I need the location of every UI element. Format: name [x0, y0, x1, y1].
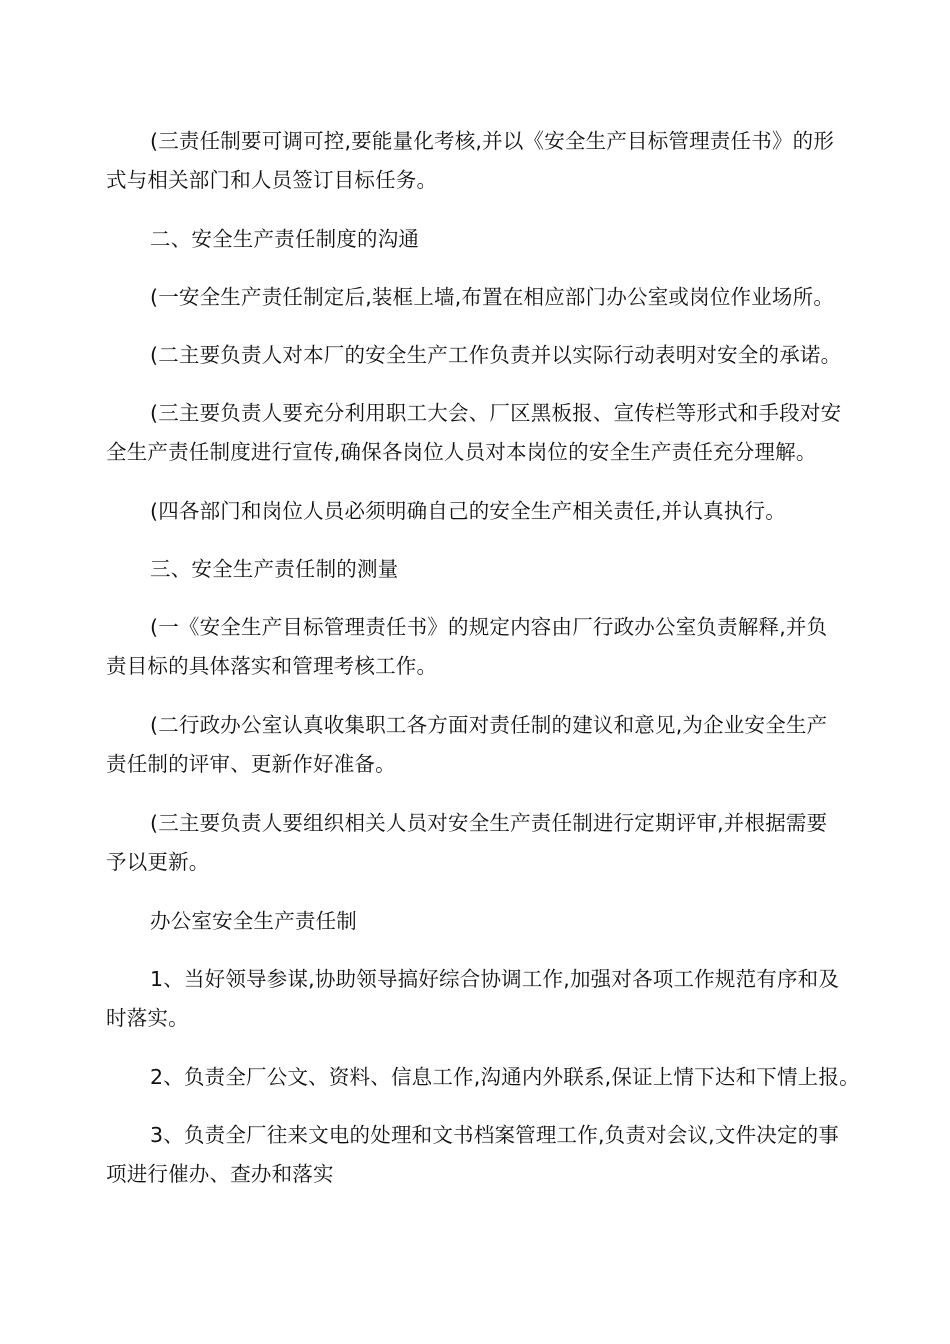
paragraph-publicity: (三主要负责人要充分利用职工大会、厂区黑板报、宣传栏等形式和手段对安全生产责任制度进行宣传,确保各岗位人员对本岗位的安全生产责任充分理解。 — [106, 401, 842, 464]
section-heading-office: 办公室安全生产责任制 — [150, 909, 357, 933]
list-item-office-duty-3: 3、负责全厂往来文电的处理和文书档案管理工作,负责对会议,文件决定的事项进行催办、查办和落实 — [106, 1123, 840, 1186]
paragraph-collect-suggestions: (二行政办公室认真收集职工各方面对责任制的建议和意见,为企业安全生产责任制的评审、更新作好准备。 — [106, 713, 828, 776]
paragraph-responsibility-quantified: (三责任制要可调可控,要能量化考核,并以《安全生产目标管理责任书》的形式与相关部门和人员签订目标任务。 — [106, 129, 835, 192]
list-item-office-duty-2: 2、负责全厂公文、资料、信息工作,沟通内外联系,保证上情下达和下情上报。 — [150, 1065, 860, 1089]
section-heading-communication: 二、安全生产责任制度的沟通 — [150, 227, 420, 251]
paragraph-leader-commitment: (二主要负责人对本厂的安全生产工作负责并以实际行动表明对安全的承诺。 — [150, 343, 842, 367]
paragraph-target-book-interpretation: (一《安全生产目标管理责任书》的规定内容由厂行政办公室负责解释,并负责目标的具体落实和管理考核工作。 — [106, 615, 828, 678]
paragraph-framed-posting: (一安全生产责任制定后,装框上墙,布置在相应部门办公室或岗位作业场所。 — [150, 285, 835, 309]
list-item-office-duty-1: 1、当好领导参谋,协助领导搞好综合协调工作,加强对各项工作规范有序和及时落实。 — [106, 967, 840, 1030]
section-heading-measurement: 三、安全生产责任制的测量 — [150, 557, 399, 581]
paragraph-department-duties: (四各部门和岗位人员必须明确自己的安全生产相关责任,并认真执行。 — [150, 499, 786, 523]
paragraph-periodic-review: (三主要负责人要组织相关人员对安全生产责任制进行定期评审,并根据需要予以更新。 — [106, 811, 828, 874]
